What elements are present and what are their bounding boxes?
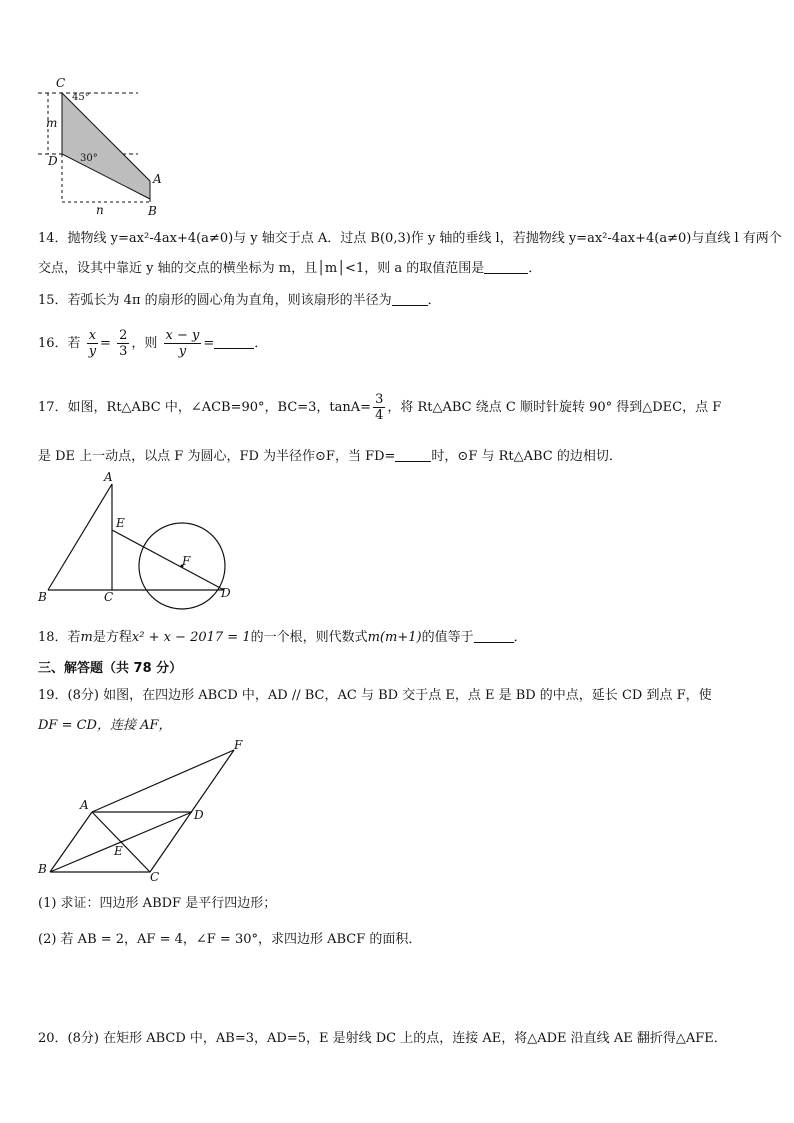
q20-text1: 20．(8分) 在矩形 ABCD 中，AB=3，AD=5，E 是射线 DC 上的点，连接 AE，将△ADE 沿直线 AE 翻折得△AFE． (38, 1031, 727, 1046)
fig17-label-e: E (116, 516, 125, 530)
fig13-label-a: A (153, 172, 162, 186)
figure-q19-svg (34, 738, 254, 888)
q17-tan-den: 4 (375, 408, 384, 423)
q16-eq1: = (100, 336, 111, 351)
fig19-label-f: F (234, 738, 243, 752)
q16-frac1-den: y (88, 344, 97, 359)
q14-answer-blank[interactable] (484, 259, 528, 274)
q17-tan-frac (373, 392, 385, 423)
q19-text2: DF = CD，连接 AF， (38, 718, 172, 733)
fig13-angle-45: 45° (72, 92, 90, 103)
q14-line1 (38, 230, 782, 248)
q15-line (38, 291, 441, 310)
q18-expr: m(m+1) (367, 630, 422, 645)
q19-line2 (38, 717, 172, 735)
q18-answer-blank[interactable] (474, 628, 514, 643)
q16-frac3-num: x − y (165, 328, 200, 343)
q19-part1-text: (1) 求证：四边形 ABDF 是平行四边形； (38, 896, 277, 911)
fig17-label-a: A (104, 470, 113, 484)
q16-frac1-num: x (87, 328, 98, 344)
figure-q13 (36, 76, 166, 218)
q20-line1 (38, 1030, 727, 1048)
fig13-label-n: n (96, 203, 104, 217)
fig17-label-b: B (38, 590, 47, 604)
q19-line1 (38, 687, 712, 705)
q18-c: 的一个根，则代数式 (250, 630, 368, 645)
q16-frac2-num: 2 (119, 328, 128, 343)
q18-a: 18．若 (38, 630, 81, 645)
q16-frac3-den: y (178, 344, 187, 359)
q18-line (38, 628, 527, 647)
q14-text2a: 交点，设其中靠近 y 轴的交点的横坐标为 m，且│m│<1，则 a 的取值范围是 (38, 261, 485, 276)
q15-text: 15．若弧长为 4π 的扇形的圆心角为直角，则该扇形的半径为 (38, 293, 392, 308)
q17-line1 (38, 390, 721, 426)
q19-text1: 19．(8分) 如图，在四边形 ABCD 中，AD // BC，AC 与 BD 交于点 E，点 E 是 BD 的中点，延长 CD 到点 F，使 (38, 688, 712, 703)
q17-tan-num: 3 (375, 392, 384, 407)
fig13-label-c: C (56, 76, 66, 90)
figure-q19 (34, 738, 254, 888)
q18-end: ． (513, 630, 527, 645)
fig13-label-d: D (48, 154, 58, 168)
q19-part2 (38, 931, 421, 949)
section3-title: 三、解答题（共 78 分） (38, 661, 183, 676)
q16-eq2: = (203, 336, 215, 351)
q16-frac2-den: 3 (119, 344, 128, 359)
q14-text2b: ． (528, 261, 542, 276)
q15-answer-blank[interactable] (392, 291, 428, 306)
q16-end: ． (254, 336, 268, 351)
figure-q17-svg (34, 470, 244, 612)
q19-part1 (38, 895, 276, 913)
fig17-label-d: D (221, 586, 231, 600)
q17-text1a: 17．如图，Rt△ABC 中，∠ACB=90°，BC=3，tanA= (38, 400, 372, 415)
q19-part2-text: (2) 若 AB = 2，AF = 4，∠F = 30°，求四边形 ABCF 的面积． (38, 932, 422, 947)
fig13-label-b: B (148, 204, 157, 218)
fig17-label-f: F (182, 554, 191, 568)
fig19-label-e: E (114, 844, 123, 858)
q17-text2a: 是 DE 上一动点，以点 F 为圆心，FD 为半径作⊙F，当 FD= (38, 449, 396, 464)
q18-b: 是方程 (92, 630, 132, 645)
q18-d: 的值等于 (421, 630, 474, 645)
q16-frac-xy (87, 328, 98, 359)
q17-text1b: ，将 Rt△ABC 绕点 C 顺时针旋转 90° 得到△DEC，点 F (387, 400, 722, 415)
q16-answer-blank[interactable] (214, 334, 254, 349)
figure-q13-svg (36, 76, 166, 218)
q15-end: ． (427, 293, 441, 308)
q14-line2 (38, 259, 541, 278)
fig13-angle-30: 30° (80, 153, 98, 164)
q17-text2b: 时，⊙F 与 Rt△ABC 的边相切． (431, 449, 622, 464)
q16-mid: ，则 (131, 336, 158, 351)
q16-line (38, 326, 267, 362)
q18-m: m (80, 630, 93, 645)
q17-answer-blank[interactable] (395, 447, 431, 462)
figure-q17 (34, 470, 244, 612)
fig19-label-d: D (194, 808, 204, 822)
fig13-label-m: m (46, 116, 58, 130)
fig19-label-c: C (150, 870, 160, 884)
q14-text1: 14．抛物线 y=ax²-4ax+4(a≠0)与 y 轴交于点 A．过点 B(0,3)作 y 轴的垂线 l，若抛物线 y=ax²-4ax+4(a≠0)与直线 l 有两个 (38, 231, 782, 246)
q16-prefix: 16．若 (38, 336, 81, 351)
q16-frac-23 (117, 328, 129, 359)
q16-frac-xmy (164, 328, 202, 359)
fig17-label-c: C (104, 590, 114, 604)
q18-equation: x² + x − 2017 = 1 (131, 630, 251, 645)
fig19-label-a: A (80, 798, 89, 812)
fig19-label-b: B (38, 862, 47, 876)
q17-line2 (38, 447, 622, 466)
